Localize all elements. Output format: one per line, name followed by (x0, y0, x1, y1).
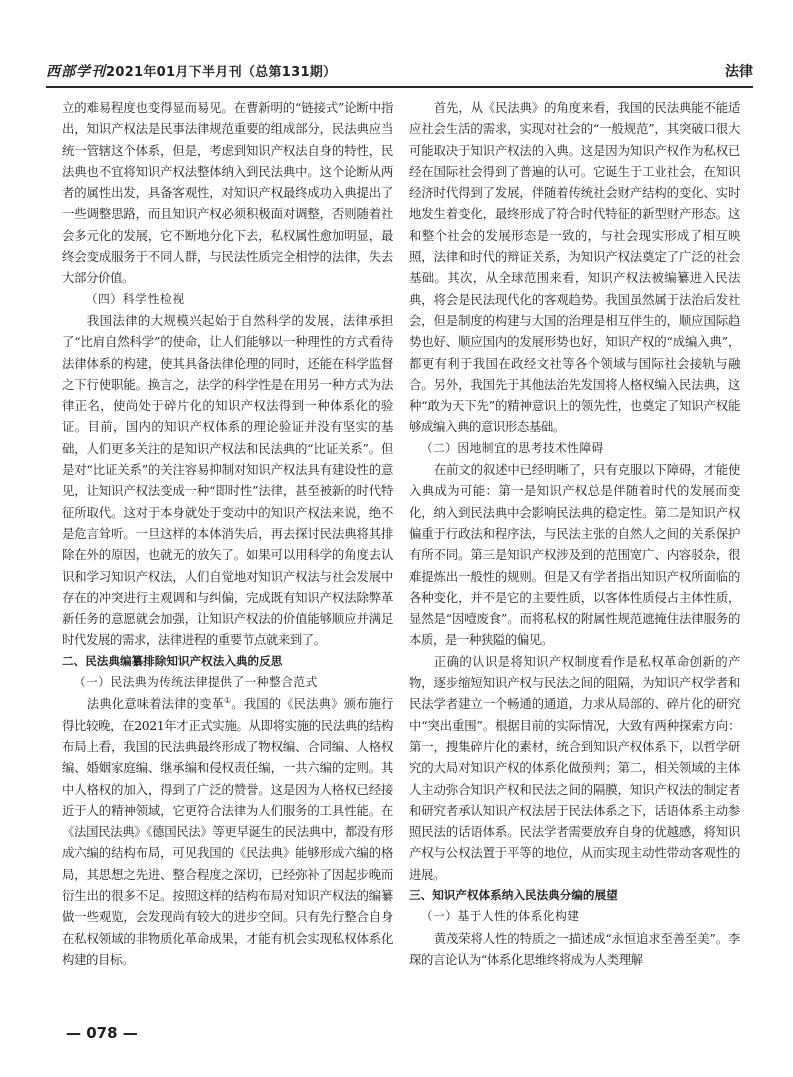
section-heading: 二、民法典编纂排除知识产权法入典的反思 (62, 653, 283, 668)
page-number: — 078 — (66, 1024, 138, 1042)
subsection-heading: （一）基于人性的体系化构建 (420, 909, 580, 924)
left-column (62, 97, 393, 970)
section-label: 法律 (725, 64, 753, 80)
subsection-heading: （二）因地制宜的思考技术性障碍 (420, 440, 604, 455)
paragraph: 我国法律的大规模兴起始于自然科学的发展，法律承担了“比肩自然科学”的使命，让人们能够以一种理性的方式看待法律体系的构建，使其具备法律伦理的同时，还能在科学监督之下行使职能。换言之，法学的科学性是在用另一种方式为法律正名，使尚处于碎片化的知识产权法得到一种体系化的验证。目前，国内的知识产权体系的理论验证并没有坚实的基础，人们更多关注的是知识产权法和民法典的“比证关系”。但是对“比证关系”的关注容易抑制对知识产权法具有建设性的意见，让知识产权法变成一种“即时性”法律，甚至被新的时代特征所取代。这对于本身就处于变动中的知识产权法来说，绝不是危言耸听。一旦这样的本体消失后，再去探讨民法典将其排除在外的原因，也就无的放矢了。如果可以用科学的角度去认识和学习知识产权法，人们自觉地对知识产权法与社会发展中存在的冲突进行主观调和与纠偏，完成既有知识产权法除弊革新任务的意愿就会加强，让知识产权法的价值能够顺应并满足时代发展的需求，法律进程的重要节点就来到了。 (62, 312, 393, 648)
paragraph: 黄茂荣将人性的特质之一描述成“永恒追求至善至美”。李琛的言论认为“体系化思维终将成为人类理解 (409, 930, 740, 967)
section-heading: 三、知识产权体系纳入民法典分编的展望 (409, 887, 618, 902)
right-column (409, 97, 740, 970)
paragraph: 正确的认识是将知识产权制度看作是私权革命创新的产物，逐步缩短知识产权与民法之间的阻隔，为知识产权学者和民法学者建立一个畅通的通道，力求从局部的、碎片化的研究中“突出重围”。根据目前的实际情况，大致有两种探索方向：第一，搜集碎片化的素材，统合到知识产权体系下，以哲学研究的大局对知识产权的体系化做预判；第二，相关领域的主体人主动弥合知识产权和民法之间的隔膜，知识产权法的制定者和研究者承认知识产权法居于民法体系之下，话语体系主动参照民法的话语体系。民法学者需要放弃自身的优越感，将知识产权与公权法置于平等的地位，从而实现主动性带动客观性的进展。 (409, 653, 740, 882)
paragraph: 在前文的叙述中已经明晰了，只有克服以下障碍，才能使入典成为可能：第一是知识产权总是伴随着时代的发展而变化，纳入到民法典中会影响民法典的稳定性。第二是知识产权偏重于行政法和程序法，与民法主张的自然人之间的关系保护有所不同。第三是知识产权涉及到的范围宽广、内容驳杂，很难提炼出一般性的规则。但是又有学者指出知识产权所面临的各种变化，并不是它的主要性质，以客体性质侵占主体性质，显然是“因噎废食”。而将私权的附属性规范遮掩住法律服务的本质，是一种狭隘的偏见。 (409, 462, 740, 648)
subsection-heading: （一）民法典为传统法律提供了一种整合范式 (73, 675, 318, 690)
journal-logo: 西部学刊 (46, 64, 106, 80)
footnote-marker[interactable]: ① (224, 696, 232, 706)
paragraph: 首先，从《民法典》的角度来看，我国的民法典能不能适应社会生活的需求，实现对社会的“一般规范”，其突破口很大可能取决于知识产权法的入典。这是因为知识产权作为私权已经在国际社会得到了普遍的认可。它诞生于工业社会，在知识经济时代得到了发展，伴随着传统社会财产结构的变化、实时地发生着变化，最终形成了符合时代特征的新型财产形态。这和整个社会的发展形态是一致的，与社会现实形成了相互映照，法律和时代的辩证关系，为知识产权法奠定了广泛的社会基础。其次，从全球范围来看，知识产权法被编纂进入民法典，将会是民法现代化的客观趋势。我国虽然属于法治后发社会，但是制度的构建与大国的治理是相互伴生的，顺应国际趋势也好、顺应国内的发展形势也好，知识产权的“成编入典”，都更有利于我国在政经文社等各个领域与国际社会接轨与融合。另外，我国先于其他法治先发国将人格权编入民法典，这种“敢为天下先”的精神意识上的领先性，也奠定了知识产权能够成编入典的意识形态基础。 (409, 100, 740, 435)
paragraph (62, 693, 393, 970)
page-header (46, 60, 753, 88)
paragraph-text: 法典化意味着法律的变革 (86, 696, 225, 712)
journal-masthead (46, 61, 336, 81)
paragraph: 立的难易程度也变得显而易见。在曹新明的“链接式”论断中指出，知识产权法是民事法律规范重要的组成部分，民法典应当统一管辖这个体系，但是，考虑到知识产权法自身的特性，民法典也不宜将知识产权法整体纳入到民法典中。这个论断从两者的属性出发，具备客观性，对知识产权最终成功入典提出了一些调整思路，而且知识产权必须积极面对调整，否则随着社会多元化的发展，它不断地分化下去，私权属性愈加明显，最终会变成服务于不同人群，与民法性质完全相悖的法律，失去大部分价值。 (62, 100, 393, 286)
journal-issue: 2021年01月下半月刊（总第131期） (106, 65, 337, 80)
subsection-heading: （四）科学性检视 (85, 291, 185, 306)
paragraph-text: 。我国的《民法典》颁布施行得比较晚，在2021年才正式实施。从即将实施的民法典的结构布局上看，我国的民法典最终形成了物权编、合同编、人格权编、婚姻家庭编、继承编和侵权责任编，一共六编的定则。其中人格权的加入，得到了广泛的赞誉。这是因为人格权已经接近于人的精神领域，它更符合法律为人们服务的工具性能。在《法国民法典》《德国民法》等更早诞生的民法典中，都没有形成六编的结构布局，可见我国的《民法典》能够形成六编的格局，其思想之先进、整合程度之深切，已经弥补了因起步晚而衍生出的很多不足。按照这样的结构布局对知识产权法的编纂做一些观览，会发现尚有较大的进步空间。只有先行整合自身在私权领域的非物质化革命成果，才能有机会实现私权体系化构建的目标。 (62, 696, 393, 967)
